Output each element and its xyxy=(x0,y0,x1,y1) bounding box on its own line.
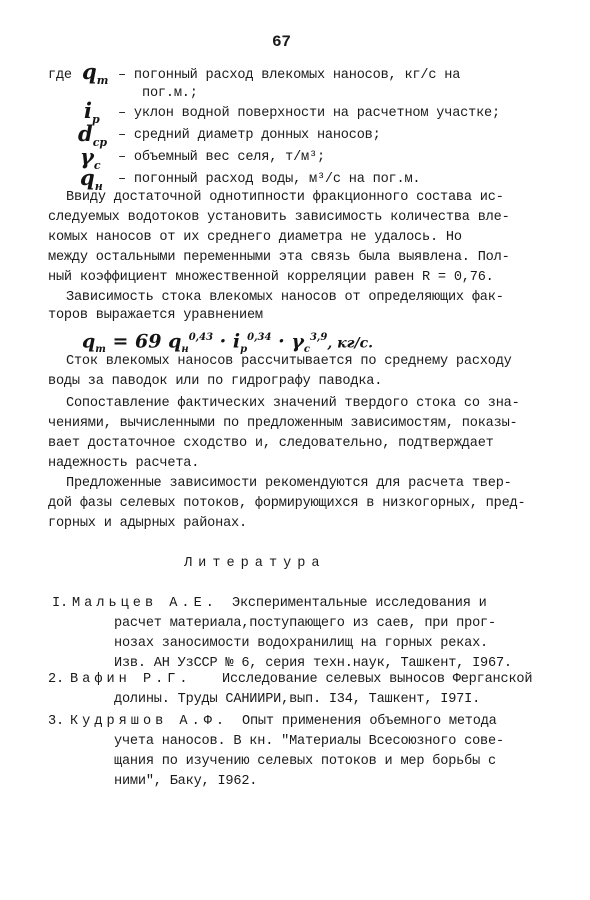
symbol-q-n: $q_н$ xyxy=(80,165,103,194)
definition-text: – средний диаметр донных наносов; xyxy=(118,128,381,143)
reference-number: 3. xyxy=(48,714,64,729)
definition-text: – погонный расход влекомых наносов, кг/с на xyxy=(118,68,461,83)
text-line: воды за паводок или по гидрографу паводка. xyxy=(48,374,383,389)
reference-line: учета наносов. В кн. "Материалы Всесоюзного сове- xyxy=(114,734,504,749)
text-line: Ввиду достаточной однотипности фракционного состава ис- xyxy=(66,190,504,205)
text-line: надежность расчета. xyxy=(48,456,200,471)
text-line: вает достаточное сходство и, следовательно, подтверждает xyxy=(48,436,494,451)
text-line: чениями, вычисленными по предложенным зависимостям, показы- xyxy=(48,416,518,431)
page-number: 67 xyxy=(272,33,291,51)
reference-line: долины. Труды САНИИРИ,вып. I34, Ташкент, I97I. xyxy=(114,692,481,707)
reference-number: 2. xyxy=(48,672,64,687)
definition-text: – уклон водной поверхности на расчетном участке; xyxy=(118,106,500,121)
definition-text-cont: пог.м.; xyxy=(142,86,198,101)
literature-heading: Литература xyxy=(184,556,326,571)
symbol-q-t: $q_т$ xyxy=(82,59,109,88)
reference-line: ними", Баку, I962. xyxy=(114,774,258,789)
symbol-i-r: $i_р$ xyxy=(84,98,100,127)
text-line: торов выражается уравнением xyxy=(48,308,263,323)
text-line: комых наносов от их среднего диаметра не удалось. Но xyxy=(48,230,462,245)
reference-line: Изв. АН УзССР № 6, серия техн.наук, Ташкент, I967. xyxy=(114,656,512,671)
text-line: следуемых водотоков установить зависимость количества вле- xyxy=(48,210,510,225)
reference-title: Исследование селевых выносов Ферганской xyxy=(222,672,533,687)
reference-author: Кудряшов А.Ф. xyxy=(70,714,229,729)
definition-text: – объемный вес селя, т/м³; xyxy=(118,150,325,165)
definition-text: – погонный расход воды, м³/с на пог.м. xyxy=(118,172,421,187)
symbol-gamma-s: $\gamma_с$ xyxy=(80,144,101,173)
formula: $q_т = 69$ $q_н^{0,43} \cdot i_р^{0,34} \cdot \gamma_с^{3,9}$, кг/с. xyxy=(82,330,373,356)
text-line: между остальными переменными эта связь была выявлена. Пол- xyxy=(48,250,510,265)
reference-title: Экспериментальные исследования и xyxy=(232,596,487,611)
text-line: Зависимость стока влекомых наносов от определяющих фак- xyxy=(66,290,504,305)
reference-line: нозах заносимости водохранилищ на горных реках. xyxy=(114,636,489,651)
text-line: ный коэффициент множественной корреляции равен R = 0,76. xyxy=(48,270,494,285)
reference-number: I. xyxy=(52,596,68,611)
text-line: дой фазы селевых потоков, формирующихся в низкогорных, пред- xyxy=(48,496,526,511)
symbol-d-sr: $d_{ср}$ xyxy=(78,121,108,150)
text-line: Предложенные зависимости рекомендуются для расчета твер- xyxy=(66,476,512,491)
text-line: Сопоставление фактических значений твердого стока со зна- xyxy=(66,396,520,411)
reference-title: Опыт применения объемного метода xyxy=(242,714,497,729)
formula-lhs: q xyxy=(82,330,96,353)
text-line: Сток влекомых наносов рассчитывается по среднему расходу xyxy=(66,354,512,369)
reference-line: щания по изучению селевых потоков и мер борьбы с xyxy=(114,754,496,769)
reference-author: Мальцев А.Е. xyxy=(72,596,218,611)
definitions-intro: где xyxy=(48,68,72,83)
text-line: горных и адырных районах. xyxy=(48,516,247,531)
reference-author: Вафин Р.Г. xyxy=(70,672,192,687)
reference-line: расчет материала,поступающего из саев, при прог- xyxy=(114,616,496,631)
